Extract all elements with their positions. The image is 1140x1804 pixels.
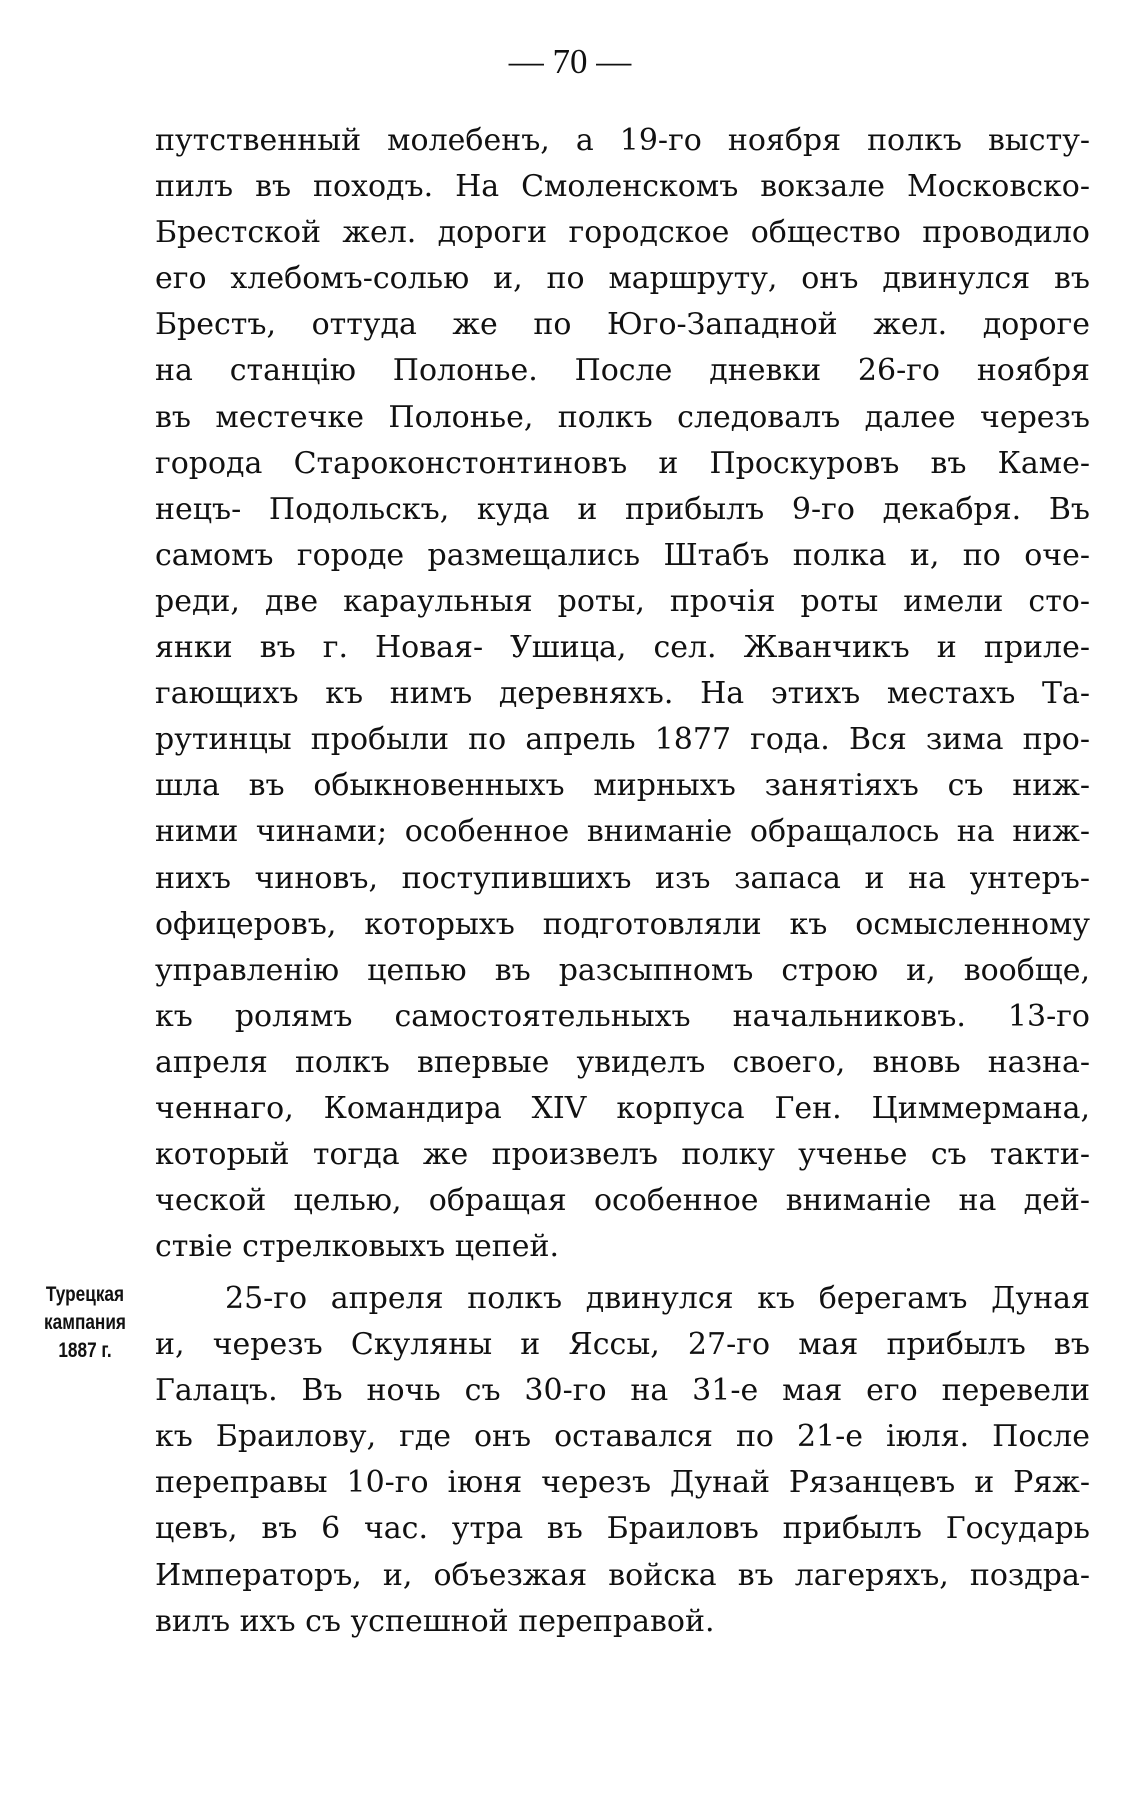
text-line: ческой целью, обращая особенное вниманіе на дей- bbox=[155, 1183, 1090, 1219]
text-line: офицеровъ, которыхъ подготовляли къ осмысленному bbox=[155, 906, 1090, 942]
text-line: ними чинами; особенное вниманіе обращалось на ниж- bbox=[155, 814, 1090, 850]
text-line: янки въ г. Новая- Ушица, сел. Жванчикъ и приле- bbox=[155, 630, 1090, 666]
text-line: Брестъ, оттуда же по Юго-Западной жел. дороге bbox=[155, 307, 1090, 343]
marginal-note-line: кампания bbox=[44, 1311, 126, 1334]
paragraph-1 bbox=[155, 118, 1090, 1270]
text-line: пилъ въ походъ. На Смоленскомъ вокзале Московско- bbox=[155, 169, 1090, 205]
text-line: шла въ обыкновенныхъ мирныхъ занятіяхъ съ ниж- bbox=[155, 768, 1090, 804]
text-line: ченнаго, Командира XIV корпуса Ген. Циммермана, bbox=[155, 1090, 1090, 1126]
marginal-note bbox=[32, 1281, 139, 1365]
text-line: управленію цепью въ разсыпномъ строю и, вообще, bbox=[155, 952, 1090, 988]
text-line: апреля полкъ впервые увиделъ своего, вновь назна- bbox=[155, 1044, 1090, 1080]
text-line: рутинцы пробыли по апрель 1877 года. Вся зима про- bbox=[155, 722, 1090, 758]
text-line: Императоръ, и, объезжая войска въ лагеряхъ, поздра- bbox=[155, 1557, 1090, 1593]
text-line: и, черезъ Скуляны и Яссы, 27-го мая прибылъ въ bbox=[155, 1327, 1090, 1363]
text-line: Брестской жел. дороги городское общество проводило bbox=[155, 215, 1090, 251]
text-line: ствіе стрелковыхъ цепей. bbox=[155, 1229, 560, 1265]
text-line: къ Браилову, где онъ оставался по 21-е іюля. После bbox=[155, 1419, 1090, 1455]
text-line: его хлебомъ-солью и, по маршруту, онъ двинулся въ bbox=[155, 261, 1090, 297]
text-line: на станцію Полонье. После дневки 26-го ноября bbox=[155, 353, 1090, 389]
marginal-note-line: Турецкая bbox=[45, 1283, 125, 1306]
text-line: путственный молебенъ, а 19-го ноября полкъ высту- bbox=[155, 123, 1090, 158]
text-line: Галацъ. Въ ночь съ 30-го на 31-е мая его перевели bbox=[155, 1373, 1090, 1409]
page-number: — 70 — bbox=[508, 42, 632, 81]
text-line: который тогда же произвелъ полку ученье съ такти- bbox=[155, 1137, 1090, 1173]
text-line: 25-го апреля полкъ двинулся къ берегамъ Дуная bbox=[225, 1281, 1090, 1316]
marginal-note-line: 1887 г. bbox=[58, 1339, 112, 1362]
text-line: переправы 10-го іюня черезъ Дунай Рязанцевъ и Ряж- bbox=[155, 1465, 1090, 1501]
text-line: реди, две караульныя роты, прочія роты имели сто- bbox=[155, 583, 1090, 619]
paragraph-2 bbox=[155, 1276, 1090, 1645]
text-line: вилъ ихъ съ успешной переправой. bbox=[155, 1603, 715, 1639]
text-line: въ местечке Полонье, полкъ следовалъ далее черезъ bbox=[155, 399, 1090, 435]
text-line: нецъ- Подольскъ, куда и прибылъ 9-го декабря. Въ bbox=[155, 491, 1090, 527]
text-line: самомъ городе размещались Штабъ полка и, по оче- bbox=[155, 537, 1090, 573]
text-line: гающихъ къ нимъ деревняхъ. На этихъ местахъ Та- bbox=[155, 676, 1090, 712]
text-line: нихъ чиновъ, поступившихъ изъ запаса и на унтеръ- bbox=[155, 860, 1090, 896]
text-line: цевъ, въ 6 час. утра въ Браиловъ прибылъ Государь bbox=[155, 1511, 1090, 1547]
text-line: города Староконстонтиновъ и Проскуровъ въ Каме- bbox=[155, 445, 1090, 481]
text-line: къ ролямъ самостоятельныхъ начальниковъ. 13-го bbox=[155, 998, 1090, 1034]
